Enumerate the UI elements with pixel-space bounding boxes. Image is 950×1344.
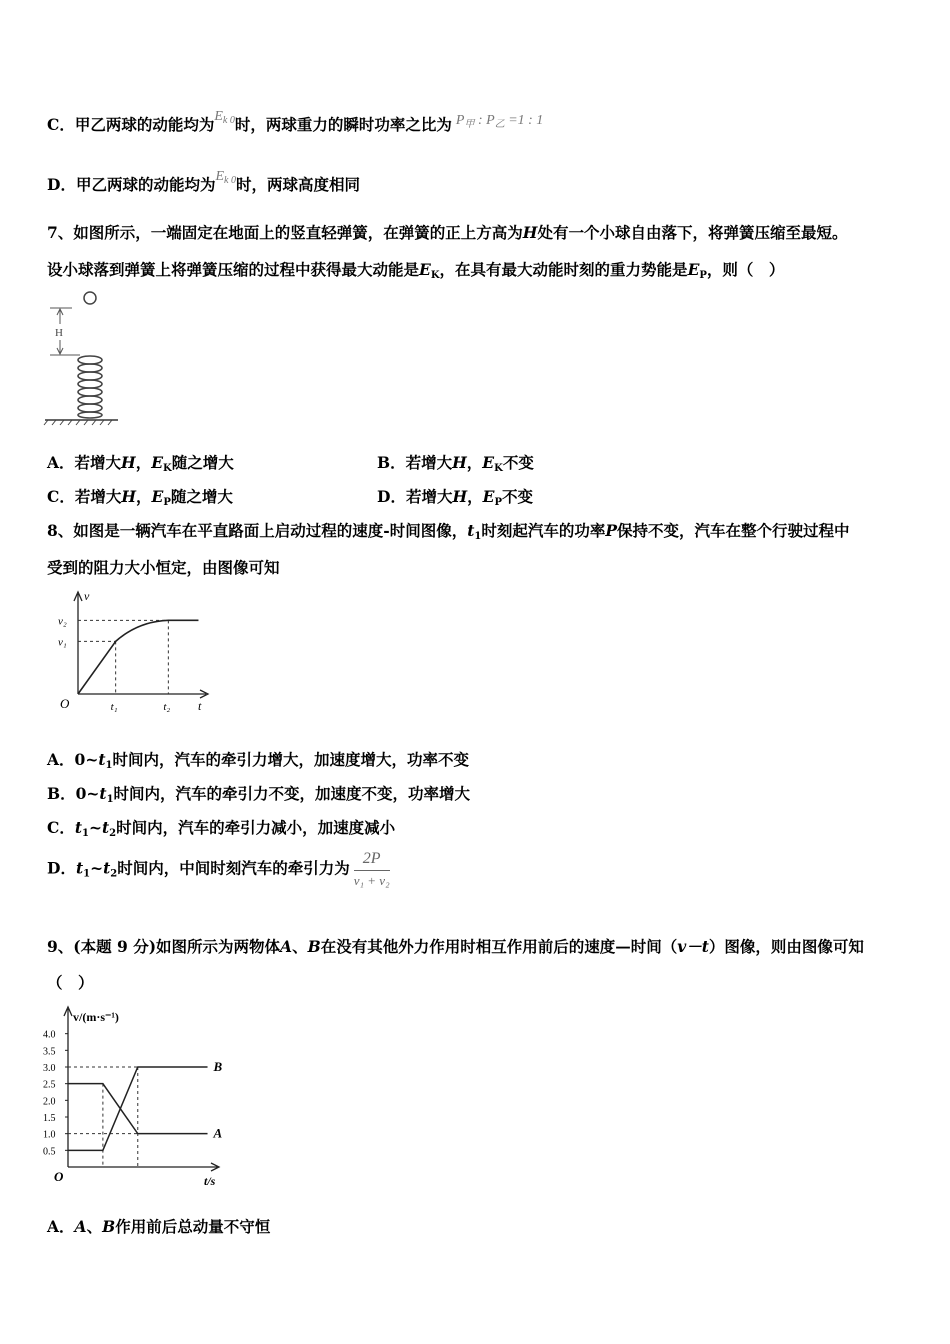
spring-coil [78, 356, 102, 418]
q9-stem-line2: （ ） [47, 973, 94, 992]
series-A-label: A [213, 1125, 223, 1141]
q8-option-a: A．$0\sim t_1$时间内，汽车的牵引力增大，加速度增大，功率不变 [47, 750, 469, 771]
q8-option-c: C．$t_1\sim t_2$时间内，汽车的牵引力减小，加速度减小 [47, 818, 396, 839]
q7-option-a: A．若增大H，$E_K$随之增大 [47, 453, 234, 474]
series-B-label: B [213, 1059, 223, 1074]
q8-stem-line1: 8、如图是一辆汽车在平直路面上启动过程的速度-时间图像，$t_1$时刻起汽车的功率P保持不变，汽车在整个行驶过程中 [47, 521, 850, 542]
option-text: 甲乙两球的动能均为 [74, 115, 215, 134]
guide-lines [78, 620, 168, 694]
q7-option-c: C．若增大H，$E_P$随之增大 [47, 487, 233, 508]
x-axis-label: t/s [204, 1174, 216, 1188]
y-tick-label: 1.5 [43, 1113, 56, 1124]
q7-option-b: B．若增大H，$E_K$不变 [377, 453, 534, 474]
spring-figure [40, 288, 130, 428]
q8-option-b: B．$0\sim t_1$时间内，汽车的牵引力不变，加速度不变，功率增大 [47, 784, 471, 805]
collision-vt-chart [40, 1003, 240, 1193]
y-axis-label: v/(m·s⁻¹) [73, 1010, 119, 1024]
q8-stem-line2: 受到的阻力大小恒定，由图像可知 [47, 558, 280, 577]
origin-label: O [54, 1169, 64, 1184]
ball-icon [84, 292, 96, 304]
velocity-time-chart [48, 586, 218, 714]
series-lines [68, 1059, 223, 1150]
fraction-formula: $\frac{2P}{\text{v₁ + v₂}}$ [353, 850, 390, 888]
tick-labels [43, 1030, 68, 1158]
q9-option-a: A．A、B作用前后总动量不守恒 [47, 1217, 271, 1236]
q9-stem-line1: 9、(本题 9 分)如图所示为两物体A、B在没有其他外力作用时相互作用前后的速度—时间（v－t）图像，则由图像可知 [47, 937, 864, 956]
q7-stem-line1: 7、如图所示，一端固定在地面上的竖直轻弹簧，在弹簧的正上方高为H处有一个小球自由落下，将弹簧压缩至最短。 [47, 223, 848, 242]
y-tick-label: 2.0 [43, 1096, 56, 1108]
ek0-formula: $E_{k 0}$ [215, 169, 236, 186]
y-tick-label: 3.5 [43, 1046, 56, 1058]
y-tick-label: 2.5 [43, 1079, 56, 1091]
q7-stem-line2: 设小球落到弹簧上将弹簧压缩的过程中获得最大动能是$E_K$，在具有最大动能时刻的重力势能是$E_P$，则（ ） [47, 260, 785, 281]
ek0-formula: $E_{k 0}$ [214, 109, 235, 126]
x-tick-t1: t₁ [110, 701, 118, 713]
option-label: C． [47, 115, 75, 134]
velocity-curve [78, 620, 198, 694]
y-tick-label: 4.0 [43, 1029, 56, 1041]
y-axis-label: v [84, 589, 90, 603]
q6-option-d: D．甲乙两球的动能均为$E_{k 0}$时，两球高度相同 [47, 169, 360, 194]
x-axis-label: t [198, 699, 202, 713]
guide-lines [68, 1067, 138, 1167]
q8-option-d: D．$t_1\sim t_2$时间内，中间时刻汽车的牵引力为 $\frac{2P}{\text{v₁ + v₂}}$ [47, 850, 390, 888]
y-tick-label: 0.5 [43, 1146, 56, 1158]
y-tick-v2: v₂ [58, 615, 67, 628]
origin-label: O [60, 696, 70, 711]
q7-option-d: D．若增大H，$E_P$不变 [377, 487, 534, 508]
height-label: H [55, 327, 63, 339]
x-tick-t2: t₂ [163, 701, 171, 713]
y-tick-v1: v₁ [58, 636, 67, 649]
y-tick-label: 1.0 [43, 1129, 56, 1141]
q6-option-c: C．甲乙两球的动能均为$E_{k 0}$时，两球重力的瞬时功率之比为 $P_甲$ : $P_乙 =1$ : 1 [47, 109, 544, 134]
power-ratio-formula: $P_甲$ : $P_乙 =1$ : 1 [455, 113, 544, 130]
tick-labels [58, 615, 170, 713]
y-tick-label: 3.0 [43, 1063, 56, 1074]
option-label: D． [47, 175, 76, 194]
